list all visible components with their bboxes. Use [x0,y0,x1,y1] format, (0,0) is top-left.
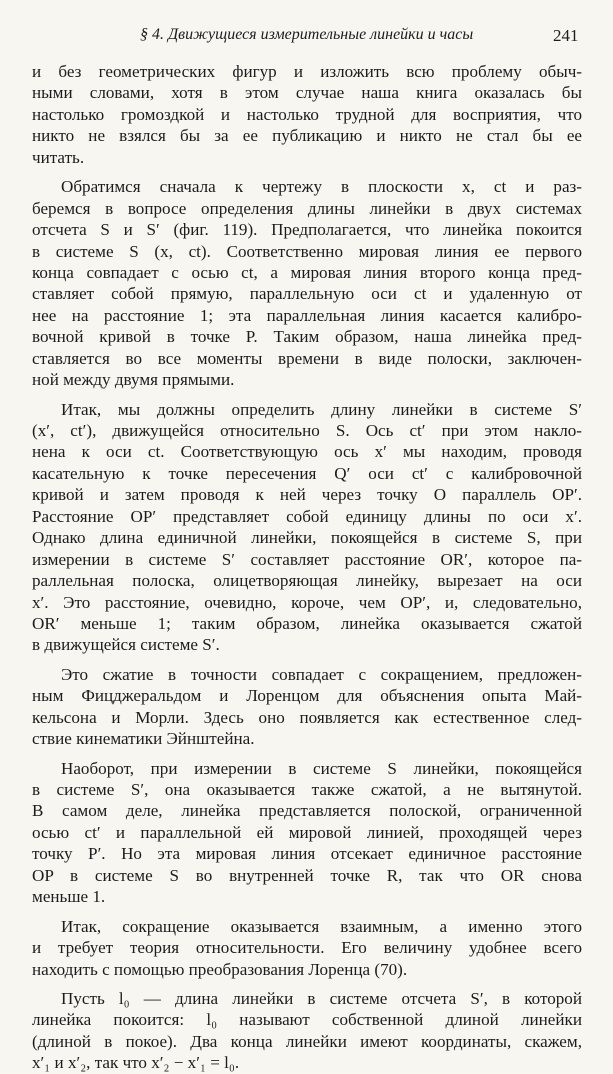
text-line: Итак, сокращение оказывается взаимным, а именно этого [61,916,582,936]
text-line: в движущейся системе S′. [32,635,220,655]
text-line: ствие кинематики Эйнштейна. [32,729,255,749]
text-line: в системе S′, она оказывается также сжатой, а не вытянутой. [32,780,582,799]
paragraph-gap [32,750,582,758]
page-header [0,26,613,50]
text-line: (x′, ct′), движущейся относительно S. Ось ct′ при этом накло- [32,421,582,440]
text-line: читать. [32,147,85,167]
body-text [32,61,582,1074]
text-line: настолько громоздкой и настолько трудной для восприятия, что [32,104,582,124]
text-line: кельсона и Морли. Здесь оно появляется как естественное след- [32,707,582,727]
text-line: OP в системе S во внутренней точке R, так что OR снова [32,865,582,885]
text-line: ными словами, хотя в этом случае наша книга оказалась бы [32,83,582,103]
running-title: § 4. Движущиеся измерительные линейки и часы [140,26,474,43]
text-line: в системе S (x, ct). Соответственно мировая линия ее первого [32,241,582,261]
text-line: x′₁ и x′₂, так что x′₂ − x′₁ = l₀. [32,1053,240,1073]
paragraph-gap [32,391,582,399]
text-line: Наоборот, при измерении в системе S линейки, покоящейся [61,758,582,778]
text-line: нее на расстояние 1; эта параллельная линия касается калибро- [32,305,582,325]
text-line: Итак, мы должны определить длину линейки в системе S′ [61,399,582,419]
text-line: меньше 1. [32,887,106,907]
text-line: Обратимся сначала к чертежу в плоскости x, ct и раз- [61,177,582,197]
text-line: кривой и затем проводя к ней через точку O параллель OP′. [32,485,582,505]
text-line: линейка покоится: l₀ называют собственной длиной линейки [32,1010,582,1030]
text-line: измерении в системе S′ составляет расстояние OR′, которое па- [32,549,582,569]
text-line: ной между двумя прямыми. [32,370,235,390]
text-line: ставляется во все моменты времени в виде полоски, заключен- [32,348,582,368]
text-line: отсчета S и S′ (фиг. 119). Предполагается, что линейка покоится [32,220,582,240]
paragraph-gap [32,656,582,664]
text-line: x′. Это расстояние, очевидно, короче, чем OP′, и, следовательно, [32,592,582,612]
text-line: конца совпадает с осью ct, а мировая линия второго конца пред- [32,262,582,282]
text-line: касательную к точке пересечения Q′ оси ct′ с калибровочной [32,463,582,483]
text-line: беремся в вопросе определения длины линейки в двух системах [32,198,582,218]
paragraph-gap [32,980,582,988]
text-line: OR′ меньше 1; таким образом, линейка оказывается сжатой [32,613,582,633]
text-line: никто не взялся бы за ее публикацию и никто не стал бы ее [32,126,582,146]
paragraph-gap [32,908,582,916]
text-line: Расстояние OP′ представляет собой единицу длины по оси x′. [32,506,582,526]
text-line: Однако длина единичной линейки, покоящейся в системе S, при [32,528,582,548]
text-line: ным Фицджеральдом и Лоренцом для объяснения опыта Май- [32,686,582,706]
text-line: находить с помощью преобразования Лоренца (70). [32,959,408,979]
text-line: Это сжатие в точности совпадает с сокращением, предложен- [61,664,582,684]
text-line: точку P′. Но эта мировая линия отсекает единичное расстояние [32,844,582,864]
text-line: и требует теория относительности. Его величину удобнее всего [32,938,582,958]
page-number: 241 [553,26,579,45]
text-line: (длиной в покое). Два конца линейки имеют координаты, скажем, [32,1031,582,1051]
text-line: В самом деле, линейка представляется полоской, ограниченной [32,801,582,821]
text-line: и без геометрических фигур и изложить всю проблему обыч- [32,62,582,81]
paragraph-gap [32,168,582,176]
text-line: Пусть l₀ — длина линейки в системе отсчета S′, в которой [61,988,582,1008]
text-line: осью ct′ и параллельной ей мировой линией, проходящей через [32,822,582,842]
text-line: нена к оси ct. Соответствующую ось x′ мы находим, проводя [32,442,582,462]
text-line: раллельная полоска, олицетворяющая линейку, вырезает на оси [32,571,582,591]
text-line: ставляет собой прямую, параллельную оси ct и удаленную от [32,284,582,304]
text-line: вочной кривой в точке P. Таким образом, наша линейка пред- [32,327,582,347]
